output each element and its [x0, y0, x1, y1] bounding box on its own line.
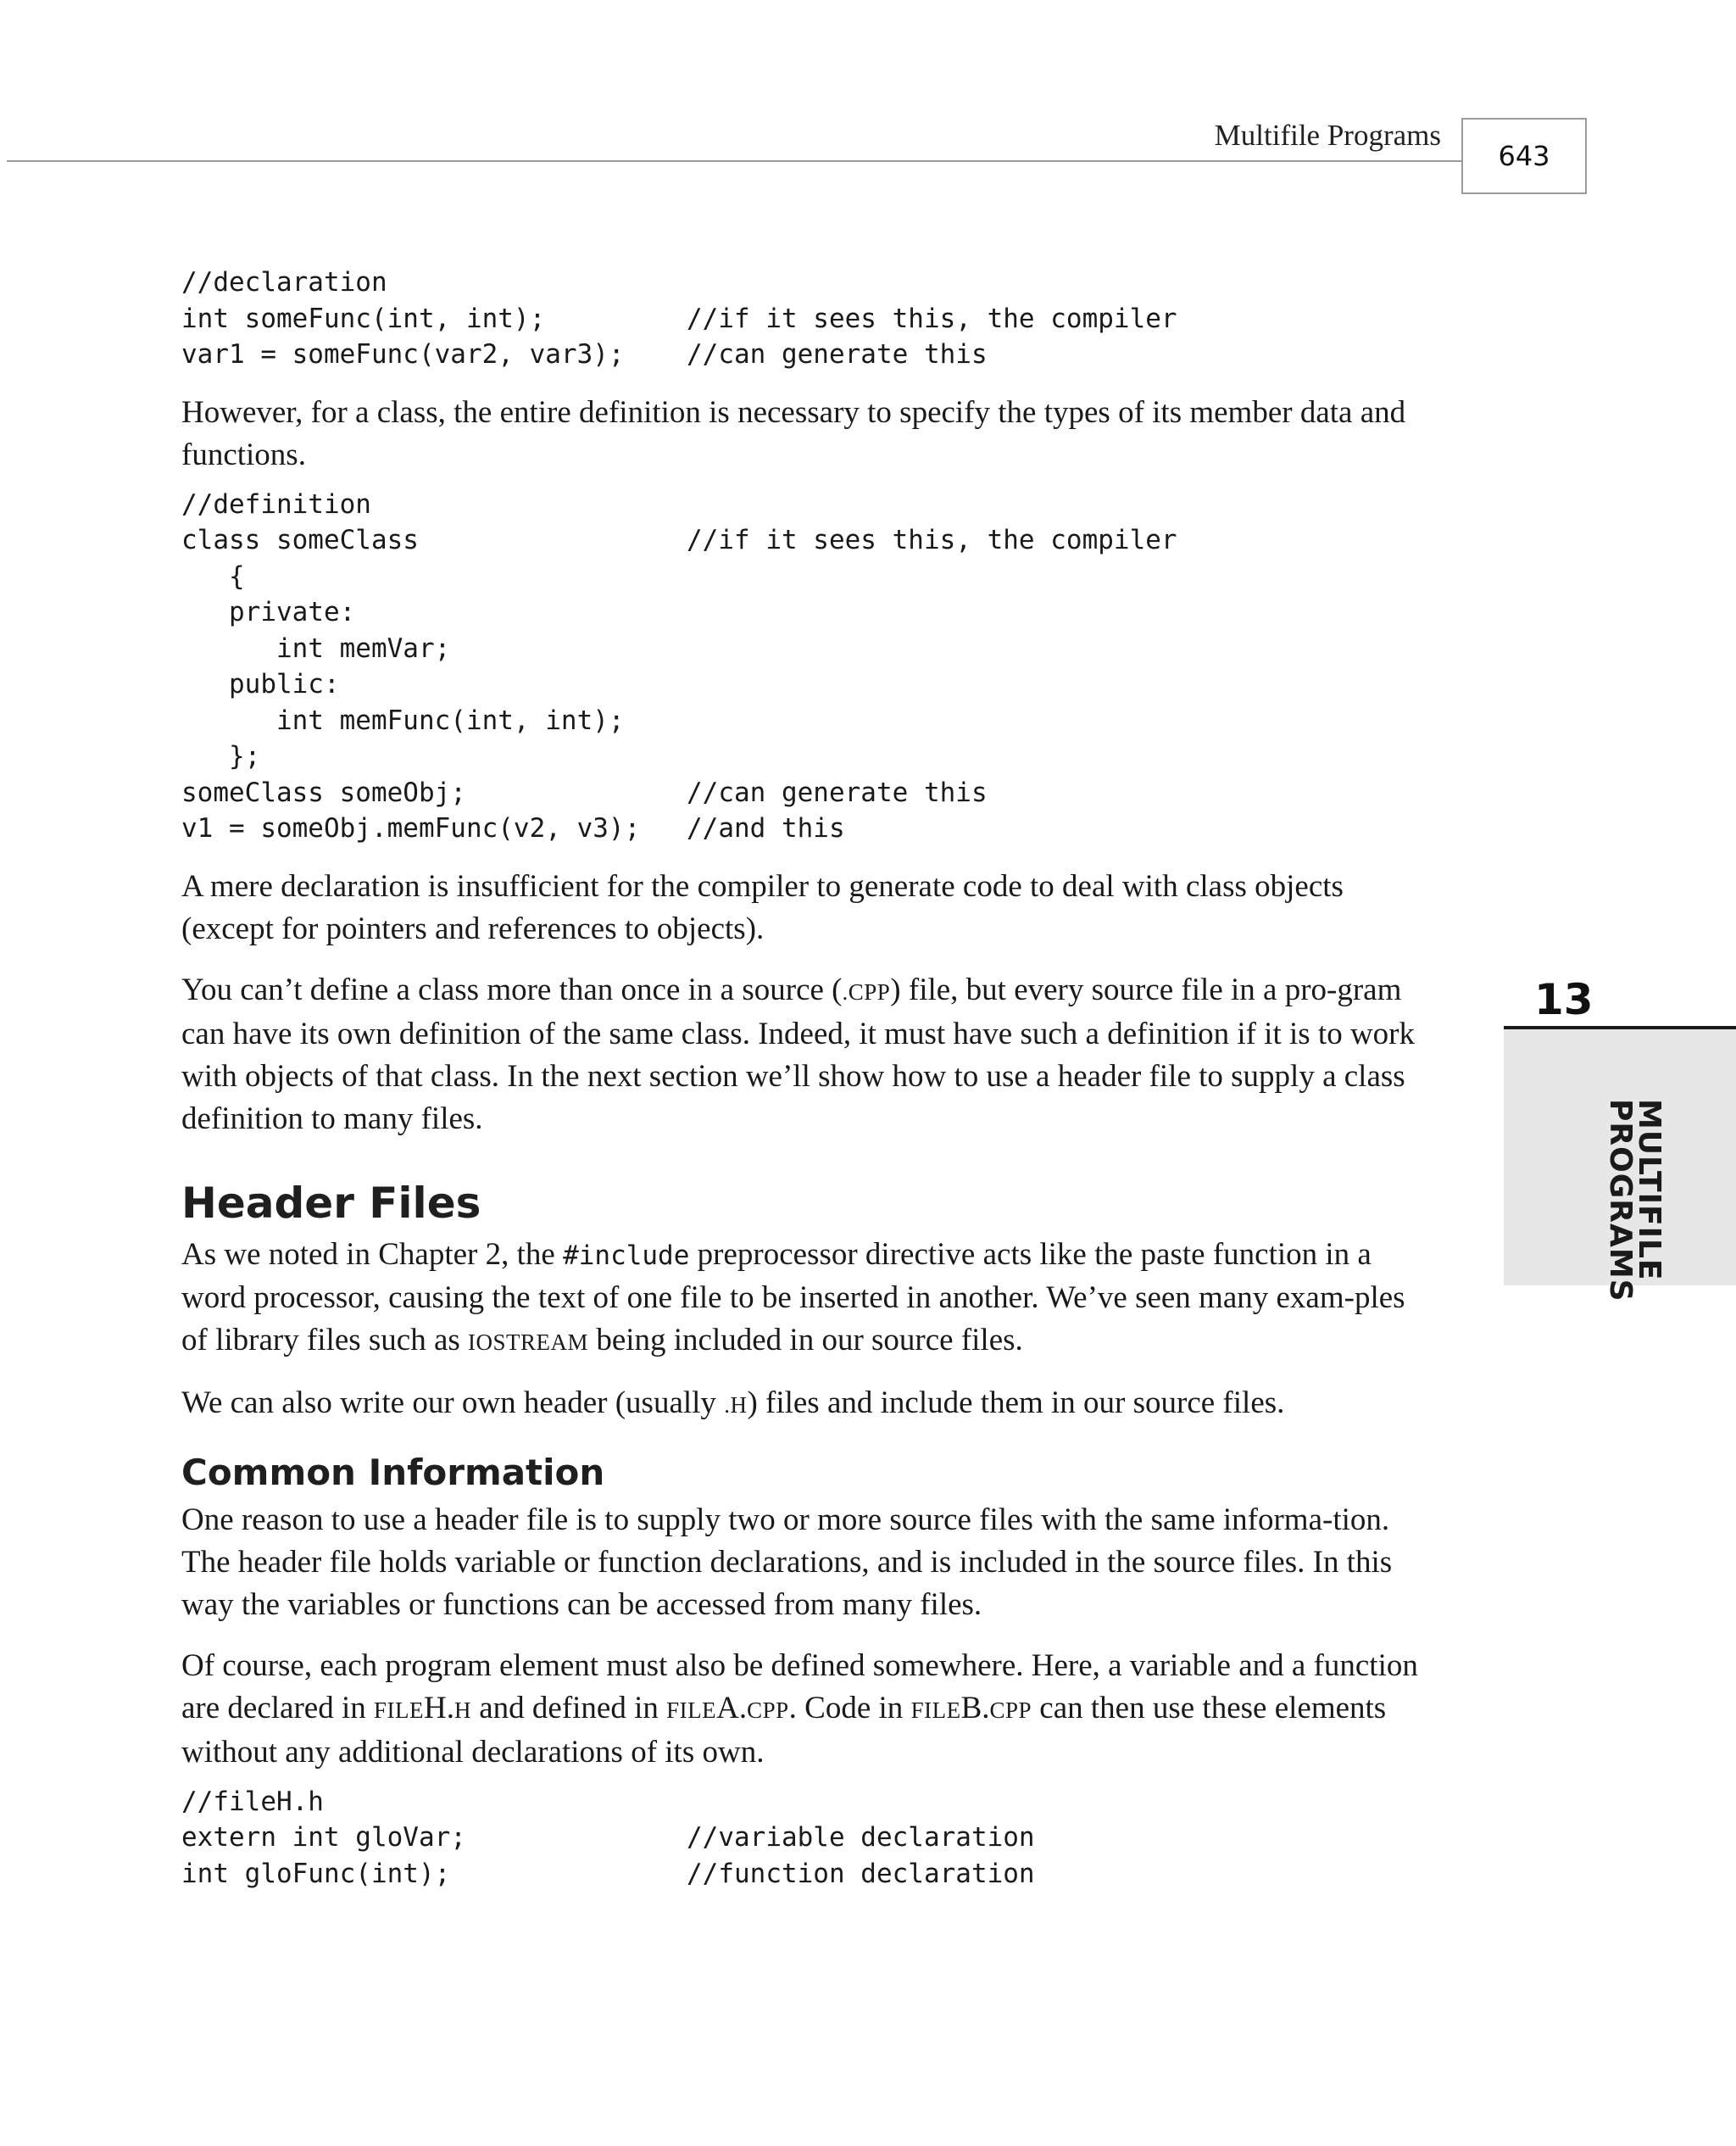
code-line: class someClass //if it sees this, the compiler: [181, 525, 1177, 555]
paragraph-include-directive: As we noted in Chapter 2, the #include preprocessor directive acts like the paste function in a word processor, causing the text of one file to be inserted in another. We’ve seen many exam-ples of library files such as IOSTREAM being included in our source files.: [181, 1236, 1405, 1357]
code-line: public:: [181, 669, 340, 700]
chapter-tab-label: [1603, 1099, 1666, 1302]
paragraph-class-definition: However, for a class, the entire definition is necessary to specify the types of its member data and functions.: [181, 394, 1406, 472]
code-line: v1 = someObj.memFunc(v2, v3); //and this: [181, 813, 845, 844]
code-block-definition: [181, 487, 1436, 847]
code-line: extern int gloVar; //variable declaration: [181, 1822, 1035, 1853]
paragraph-mere-declaration: A mere declaration is insufficient for the compiler to generate code to deal with class objects (except for pointers and references to objects).: [181, 868, 1344, 946]
code-line: int memFunc(int, int);: [181, 705, 625, 736]
code-line: };: [181, 741, 261, 772]
paragraph-header-purpose: One reason to use a header file is to supply two or more source files with the same informa-tion. The header file holds variable or function declarations, and is included in the source files. In this way the variables or functions can be accessed from many files.: [181, 1502, 1393, 1622]
header-rule: [7, 160, 1461, 162]
chapter-number: 13: [1534, 975, 1594, 1024]
chapter-tab-line2: PROGRAMS: [1603, 1099, 1638, 1302]
code-line: int memVar;: [181, 633, 451, 664]
heading-header-files: Header Files: [181, 1178, 481, 1228]
paragraph-program-element: Of course, each program element must also be defined somewhere. Here, a variable and a function are declared in FILEH.H and defined in FILEA.CPP. Code in FILEB.CPP can then use these elements without any additional declarations of its own.: [181, 1647, 1418, 1770]
code-line: someClass someObj; //can generate this: [181, 777, 988, 808]
page-number-box: [1461, 118, 1587, 194]
code-line: //fileH.h: [181, 1786, 324, 1817]
paragraph-define-once: You can’t define a class more than once in a source (.CPP) file, but every source file in a pro-gram can have its own definition of the same class. Indeed, it must have such a definition if it is to work with objects of that class. In the next section we’ll show how to use a header file to supply a class definition to many files.: [181, 972, 1415, 1136]
code-line: int gloFunc(int); //function declaration: [181, 1858, 1035, 1889]
code-line: private:: [181, 597, 356, 627]
code-line: //declaration: [181, 267, 387, 298]
page-number: 643: [1498, 140, 1550, 172]
code-line: //definition: [181, 488, 371, 520]
code-line: var1 = someFunc(var2, var3); //can generate this: [181, 339, 988, 370]
code-block-declaration: [181, 265, 1436, 373]
code-line: {: [181, 560, 245, 592]
code-block-fileh: [181, 1784, 1436, 1892]
paragraph-own-header: We can also write our own header (usually .H) files and include them in our source files.: [181, 1385, 1285, 1420]
chapter-tab-line1: MULTIFILE: [1632, 1099, 1666, 1281]
page-content: [181, 254, 1436, 1892]
code-line: int someFunc(int, int); //if it sees this, the compiler: [181, 303, 1177, 334]
running-title: Multifile Programs: [1214, 119, 1441, 152]
heading-common-information: Common Information: [181, 1451, 605, 1493]
